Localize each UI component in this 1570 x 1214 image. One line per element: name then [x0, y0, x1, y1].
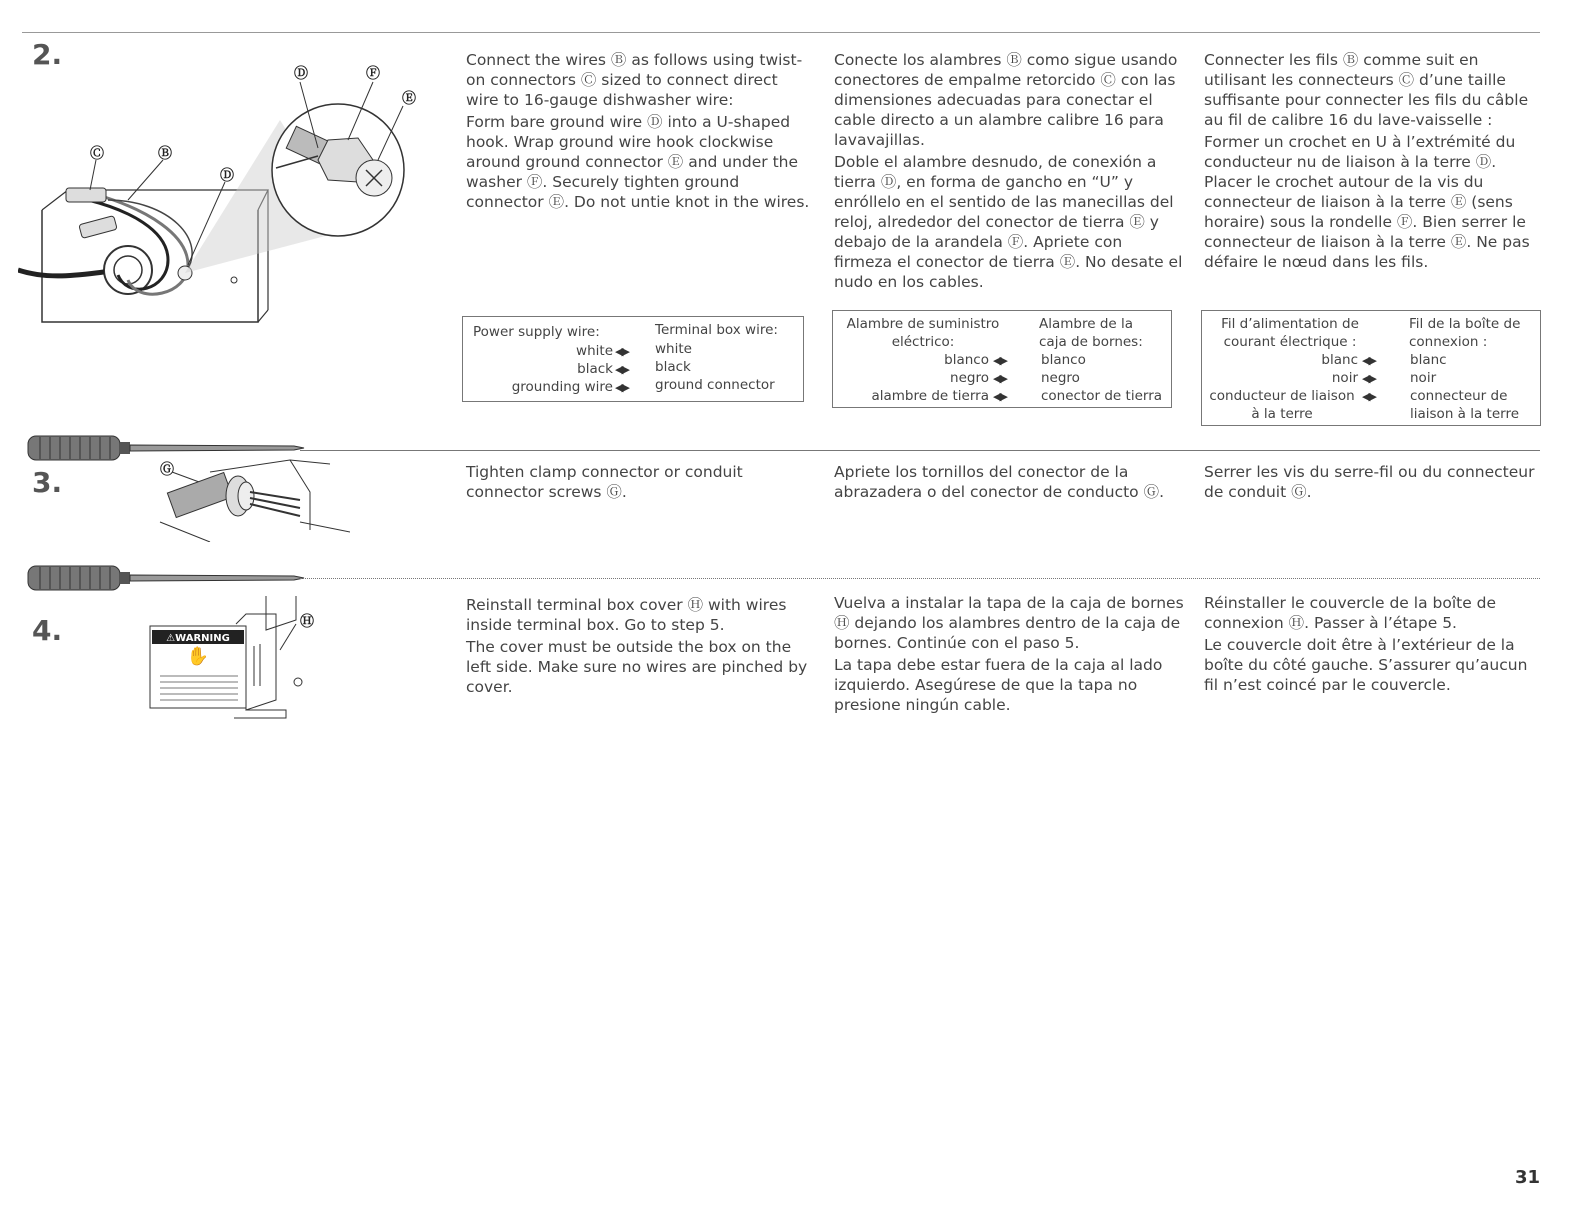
wiring-header-left: Fil d’alimentation de courant électrique : [1221, 316, 1359, 350]
wiring-header-right: Fil de la boîte de connexion : [1409, 316, 1521, 350]
paragraph: Form bare ground wire Ⓓ into a U-shaped hook. Wrap ground wire hook clockwise around ground connector Ⓔ and under the washer Ⓕ. Securely tighten ground connector Ⓔ. Do not untie knot in the wires. [466, 113, 810, 211]
paragraph: Apriete los tornillos del conector de la abrazadera o del conector de conducto Ⓖ. [834, 463, 1165, 501]
wiring-right: white [655, 341, 692, 357]
wiring-right: noir [1410, 370, 1437, 386]
wiring-header-right: Terminal box wire: [655, 322, 778, 338]
double-arrow-icon: ◀▶ [993, 372, 1006, 385]
figure-label: Ⓓ [220, 168, 234, 184]
figure-label: Ⓕ [366, 66, 380, 82]
step-3-illustration [150, 452, 350, 542]
wiring-table-es [832, 310, 1172, 408]
double-arrow-icon: ◀▶ [615, 381, 628, 394]
double-arrow-icon: ◀▶ [1362, 354, 1375, 367]
wiring-right: blanco [1041, 352, 1086, 368]
paragraph: Connect the wires Ⓑ as follows using twist-on connectors Ⓒ sized to connect direct wire to 16-gauge dishwasher wire: [466, 51, 803, 109]
step-3-text-fr [1204, 462, 1540, 502]
step-3-number: 3. [32, 466, 63, 499]
hand-icon: ✋ [186, 646, 210, 667]
wiring-table-fr [1201, 310, 1541, 426]
figure-label: Ⓑ [158, 146, 172, 162]
wiring-left: white [576, 343, 613, 359]
step-4-number: 4. [32, 614, 63, 647]
double-arrow-icon: ◀▶ [993, 354, 1006, 367]
wiring-left: negro [950, 370, 989, 386]
paragraph: Réinstaller le couvercle de la boîte de connexion Ⓗ. Passer à l’étape 5. [1204, 594, 1497, 632]
step-2-illustration [18, 60, 438, 340]
wiring-left: grounding wire [511, 379, 613, 395]
paragraph: Vuelva a instalar la tapa de la caja de bornes Ⓗ dejando los alambres dentro de la caja de bornes. Continúe con el paso 5. [834, 594, 1184, 652]
paragraph: Former un crochet en U à l’extrémité du conducteur nu de liaison à la terre Ⓓ. Placer le crochet autour de la vis du connecteur de liaison à la terre Ⓔ (sens horaire) sous la rondelle Ⓕ. Bien serrer le connecteur de liaison à la terre Ⓔ. Ne pas défaire le nœud dans les fils. [1204, 133, 1530, 271]
paragraph: Reinstall terminal box cover Ⓗ with wires inside terminal box. Go to step 5. [466, 596, 787, 634]
wiring-left: blanc [1321, 352, 1358, 368]
wiring-header-left: Alambre de suministro eléctrico: [846, 316, 1000, 350]
paragraph: Doble el alambre desnudo, de conexión a tierra Ⓓ, en forma de gancho en “U” y enróllelo en el sentido de las manecillas del reloj, alrededor del conector de tierra Ⓔ y debajo de la arandela Ⓕ. Apriete con firmeza el conector de tierra Ⓔ. No desate el nudo en los cables. [834, 153, 1183, 291]
wiring-header-left: Power supply wire: [473, 324, 600, 340]
wiring-left: blanco [944, 352, 989, 368]
step-3-rule [300, 450, 1540, 451]
step-4-text-es [834, 593, 1184, 715]
double-arrow-icon: ◀▶ [993, 390, 1006, 403]
wiring-left: noir [1331, 370, 1358, 386]
wiring-right: ground connector [655, 377, 775, 393]
screwdriver-icon [26, 563, 306, 593]
figure-label: Ⓒ [90, 146, 104, 162]
wiring-right: conector de tierra [1041, 388, 1163, 404]
step-2-text-es [834, 50, 1184, 292]
step-2-number: 2. [32, 38, 63, 71]
paragraph: Connecter les fils Ⓑ comme suit en utilisant les connecteurs Ⓒ d’une taille suffisante pour connecter les fils du câble au fil de calibre 16 du lave-vaisselle : [1204, 51, 1529, 129]
paragraph: Le couvercle doit être à l’extérieur de la boîte du côté gauche. S’assurer qu’aucun fil n’est coincé par le couvercle. [1204, 636, 1528, 694]
double-arrow-icon: ◀▶ [1362, 372, 1375, 385]
step-4-rule [300, 578, 1540, 579]
double-arrow-icon: ◀▶ [1362, 390, 1375, 403]
figure-label: Ⓖ [160, 462, 174, 478]
wiring-right: connecteur de liaison à la terre [1410, 388, 1520, 422]
double-arrow-icon: ◀▶ [615, 345, 628, 358]
figure-label: Ⓔ [402, 91, 416, 107]
paragraph: Serrer les vis du serre-fil ou du connecteur de conduit Ⓖ. [1204, 463, 1535, 501]
top-rule [22, 32, 1540, 33]
wiring-right: black [655, 359, 691, 375]
page-number: 31 [1514, 1167, 1540, 1188]
step-2-text-en [466, 50, 811, 212]
wiring-header-right: Alambre de la caja de bornes: [1039, 316, 1143, 350]
warning-label: ⚠WARNING [166, 633, 230, 644]
paragraph: La tapa debe estar fuera de la caja al lado izquierdo. Asegúrese de que la tapa no presione ningún cable. [834, 656, 1163, 714]
figure-label: Ⓓ [294, 66, 308, 82]
wiring-right: blanc [1410, 352, 1447, 368]
step-3-text-es [834, 462, 1184, 502]
step-4-illustration [146, 590, 326, 720]
wiring-left: conducteur de liaison à la terre [1209, 388, 1355, 422]
step-3-text-en [466, 462, 811, 502]
figure-label: Ⓗ [300, 614, 314, 630]
paragraph: Tighten clamp connector or conduit connector screws Ⓖ. [466, 463, 743, 501]
wiring-left: black [577, 361, 613, 377]
wiring-right: negro [1041, 370, 1080, 386]
paragraph: Conecte los alambres Ⓑ como sigue usando conectores de empalme retorcido Ⓒ con las dimensiones adecuadas para conectar el cable directo a un alambre calibre 16 para lavavajillas. [834, 51, 1178, 149]
wiring-left: alambre de tierra [871, 388, 989, 404]
step-4-text-fr [1204, 593, 1540, 695]
wiring-table-en [462, 316, 804, 402]
paragraph: The cover must be outside the box on the left side. Make sure no wires are pinched by cover. [466, 638, 808, 696]
step-2-text-fr [1204, 50, 1540, 272]
double-arrow-icon: ◀▶ [615, 363, 628, 376]
step-4-text-en [466, 595, 811, 697]
